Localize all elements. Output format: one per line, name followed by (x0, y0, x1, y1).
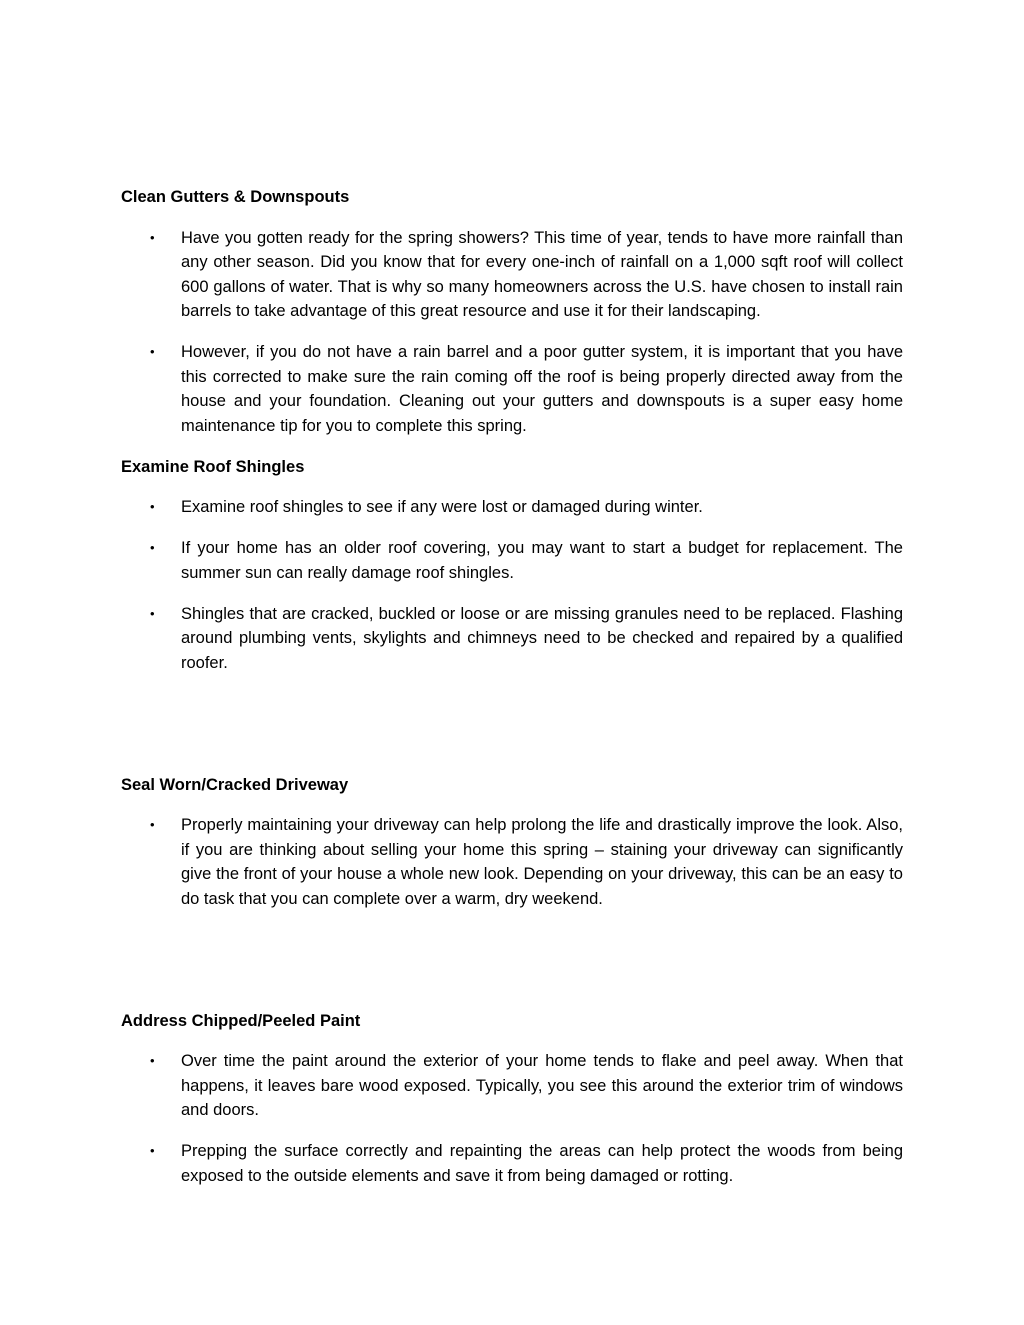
list-item-text: If your home has an older roof covering, you may want to start a budget for replacement. The summer sun can really damage roof shingles. (181, 539, 903, 582)
section-clean-gutters (121, 185, 903, 438)
document-page (121, 185, 903, 1205)
bullet-list (121, 495, 903, 675)
list-item (121, 226, 903, 324)
list-item (121, 1049, 903, 1123)
list-item-text: Have you gotten ready for the spring showers? This time of year, tends to have more rainfall than any other season. Did you know that for every one-inch of rainfall on a 1,000 sqft roof will collect 600 gallons of water. That is why so many homeowners across the U.S. have chosen to install rain barrels to take advantage of this great resource and use it for their landscaping. (181, 228, 903, 320)
section-seal-driveway (121, 773, 903, 912)
list-item (121, 536, 903, 585)
list-item-text: Examine roof shingles to see if any were lost or damaged during winter. (181, 498, 703, 516)
section-examine-roof (121, 455, 903, 676)
list-item (121, 1139, 903, 1188)
bullet-icon: • (150, 344, 155, 359)
bullet-icon: • (150, 817, 155, 832)
bullet-icon: • (150, 605, 155, 621)
list-item-text: Properly maintaining your driveway can help prolong the life and drastically improve the look. Also, if you are thinking about selling your home this spring – staining your driveway can significantly give the front of your house a whole new look. Depending on your driveway, this can be an easy to do task that you can complete over a warm, dry weekend. (181, 816, 903, 908)
bullet-icon: • (150, 1143, 155, 1158)
list-item-text: Over time the paint around the exterior of your home tends to flake and peel away. When that happens, it leaves bare wood exposed. Typically, you see this around the exterior trim of windows and doors. (181, 1052, 903, 1119)
list-item (121, 340, 903, 438)
list-item-text: However, if you do not have a rain barrel and a poor gutter system, it is important that you have this corrected to make sure the rain coming off the roof is being properly directed away from the house and your foundation. Cleaning out your gutters and downspouts is a super easy home maintenance tip for you to complete this spring. (181, 343, 903, 435)
section-heading: Examine Roof Shingles (121, 457, 305, 476)
bullet-list (121, 226, 903, 439)
spacer (121, 692, 903, 773)
list-item-text: Prepping the surface correctly and repainting the areas can help protect the woods from being exposed to the outside elements and save it from being damaged or rotting. (181, 1142, 903, 1185)
section-heading: Address Chipped/Peeled Paint (121, 1011, 361, 1030)
bullet-icon: • (150, 499, 155, 514)
spacer (121, 928, 903, 1009)
list-item (121, 495, 903, 520)
bullet-list (121, 813, 903, 911)
list-item (121, 813, 903, 911)
section-heading: Seal Worn/Cracked Driveway (121, 775, 349, 794)
bullet-icon: • (150, 540, 155, 555)
list-item-text: Shingles that are cracked, buckled or loose or are missing granules need to be replaced. Flashing around plumbing vents, skylights and chimneys need to be checked and repaired by a qualified roofer. (181, 604, 903, 672)
bullet-list (121, 1049, 903, 1188)
list-item (121, 602, 903, 676)
section-heading: Clean Gutters & Downspouts (121, 188, 350, 206)
bullet-icon: • (150, 229, 155, 245)
bullet-icon: • (150, 1053, 155, 1068)
section-address-paint (121, 1009, 903, 1189)
